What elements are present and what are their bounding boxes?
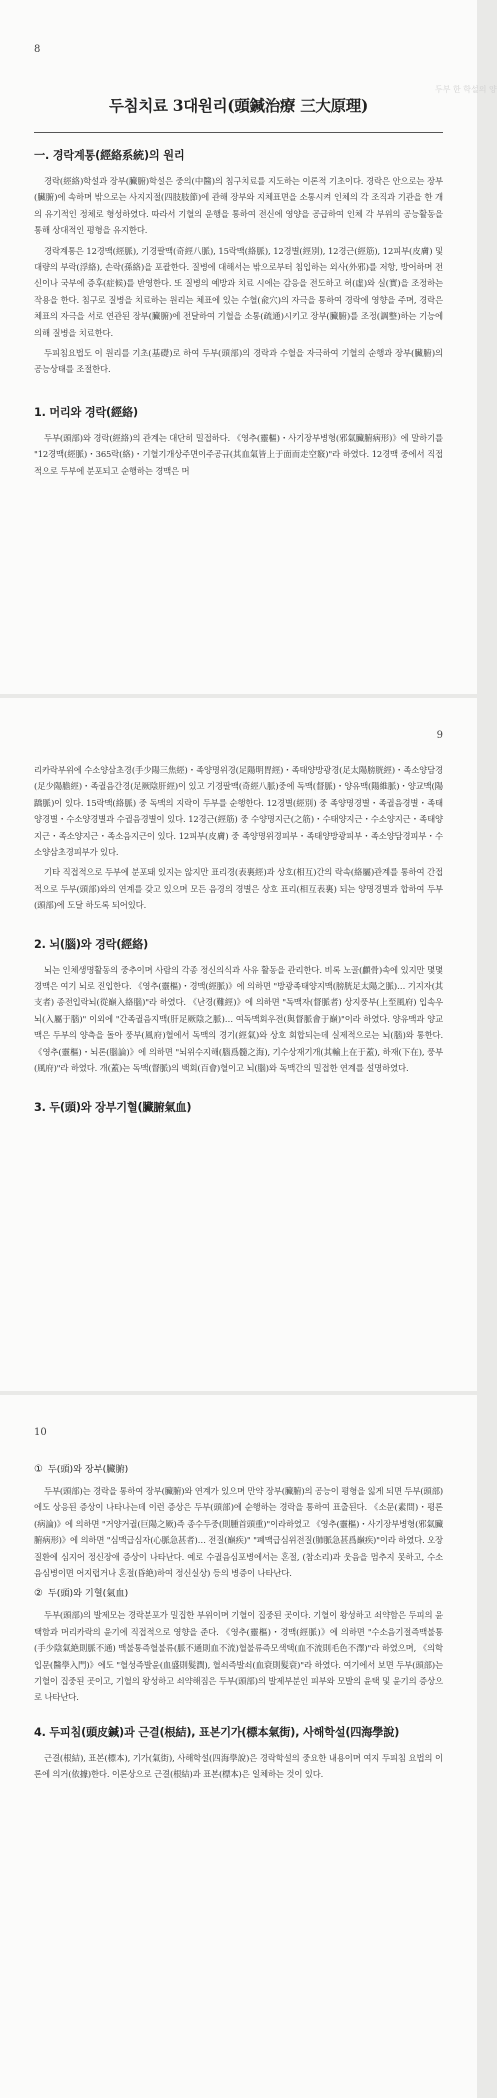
paragraph: 두부(頭部)의 발제모는 경락분포가 밀집한 부위이며 기혈이 집중된 곳이다. 기혈이 왕성하고 쇠약함은 두피의 윤택함과 머리카락의 윤기에 직접적으로 영향을 준다. 《영추(靈樞)・경맥(經脈)》에 의하면 "수소음기절즉맥불통(手少陰氣絶則脈不通) 맥불통즉혈불류(脈不通則血不流)혈불류즉모색택(血不流則毛色不澤)"라 하였으며, 《의학입문(醫學入門)》에도 "혈성즉발윤(血盛則髮潤), 혈쇠즉발쇠(血衰則髮衰)"라 하였다. 여기에서 보면 두부(頭部)는 기혈이 집중된 곳이고, 기혈의 왕성하고 쇠약해짐은 두부(頭部)의 발제부분인 피부와 모발의 윤택 및 윤기의 증상으로 나타난다. <box>34 1610 443 1703</box>
circled-number: ① <box>34 1464 43 1475</box>
circled-number: ② <box>34 1588 43 1600</box>
subsection-heading <box>34 1461 443 1475</box>
page-8 <box>0 0 497 694</box>
paragraph: 두부(頭部)는 경락을 통하여 장부(臟腑)와 연계가 있으며 만약 장부(臟腑)의 공능이 평형을 잃게 되면 두부(頭部)에도 상응된 증상이 나타나는데 이런 증상은 두부(頭部)에 순행하는 경락을 통하여 표출된다. 《소문(素問)・평론(病論)》에 의하면 "거양거궐(巨陽之厥)즉 종수두중(則腫首頭重)"이라하였고 《영추(靈樞)・사기장부병형(邪氣臟腑病形)》에 의하면 "심맥급심자(心脈急甚者)… 전질(巔疾)" "폐맥급심위전질(肺脈急甚爲巔疾)"이라 하였다. 오장질환에 심지어 정신장애 증상이 나타난다. 예로 수궐음심포병에서는 혼절, (참소리)과 웃음을 멈추지 못하고, 수소음심병이면 어지럽거나 혼절(昏絶)하여 정신실상) 등의 병증이 나타난다. <box>34 1486 443 1579</box>
page-number: 9 <box>436 730 443 741</box>
section-heading: 一. 경락계통(經絡系統)의 원리 <box>34 149 185 162</box>
page-number: 8 <box>34 44 41 55</box>
bleed-through-text: 두부 한 학설의 양 <box>435 85 497 94</box>
title-divider <box>34 132 443 133</box>
section-heading: 2. 뇌(腦)와 경락(經絡) <box>34 937 149 951</box>
section-heading: 4. 두피침(頭皮鍼)과 근결(根結), 표본기가(標本氣街), 사해학설(四海學說) <box>34 1725 400 1739</box>
subsection-heading <box>34 1585 443 1599</box>
paragraph: 경락(經絡)학설과 장부(臟腑)학설은 중의(中醫)의 침구치료를 지도하는 이론적 기초이다. 경락은 안으로는 장부(臟腑)에 속하며 밖으로는 사지지절(四肢肢節)에 관해 장부와 지체표면을 소통시켜 인체의 각 조직과 기관을 한 개의 유기적인 정체로 형성하였다. 따라서 기혈의 운행을 통하여 전신에 영양을 공급하여 인체 각 부위의 공능활동을 통해 상대적인 평형을 유지한다. <box>34 176 443 236</box>
paragraph: 기타 직접적으로 두부에 분포돼 있지는 않지만 표리경(表裏經)과 상호(相互)간의 락속(絡屬)관계를 통하여 간접적으로 두부(頭部)와의 연계를 갖고 있으며 모든 음경의 경별은 상호 표리(相互表裏) 되는 양명경별과 합하여 두부(頭部)에 도달 하도록 되어있다. <box>34 867 443 911</box>
section-heading: 3. 두(頭)와 장부기혈(臟腑氣血) <box>34 1100 192 1114</box>
paragraph: 두피침요법도 이 원리를 기초(基礎)로 하여 두부(頭部)의 경락과 수혈을 자극하여 기혈의 순행과 장부(臟腑)의 공능상태를 조절한다. <box>34 348 443 375</box>
page-9 <box>0 698 477 1391</box>
section-heading: 1. 머리와 경락(經絡) <box>34 405 138 419</box>
paragraph: 두부(頭部)와 경락(經絡)의 관계는 대단히 밀접하다. 《영추(靈樞)・사기장부병형(邪氣臟腑病形)》에 말하기를 "12경맥(經脈)・365락(絡)・기혈기개상주면이주공규(其血氣皆上于面而走空竅)"라 하였다. 12경맥 중에서 직접적으로 두부에 분포되고 순행하는 경맥은 머 <box>34 432 443 476</box>
subsection-label: 두(頭)와 장부(臟腑) <box>47 1464 129 1475</box>
page-title: 두침치료 3대원리(頭鍼治療 三大原理) <box>108 96 369 115</box>
paragraph: 경락계통은 12경맥(經脈), 기경팔맥(奇經八脈), 15락맥(絡脈), 12경별(經別), 12경근(經筋), 12피부(皮膚) 및 대량의 부락(浮絡), 손락(孫絡)을 포괄한다. 질병에 대해서는 밖으로부터 침입하는 외사(外邪)를 저항, 방어하며 전신이나 국부에 증후(症候)를 반영한다. 또 질병의 예방과 치료 시에는 감응을 전도하고 허(虛)와 실(實)을 조정하는 작용을 한다. 침구로 질병을 치료하는 원리는 체표에 있는 수혈(兪穴)의 자극을 통하여 경락에 영향을 주며, 경락은 체표의 자극을 서로 연관된 장부(臟腑)에 전달하여 기혈을 소통(疏通)시키고 장부(臟腑)를 조정(調整)하는 기능에 의해 질병을 치료한다. <box>34 245 443 338</box>
page-number: 10 <box>34 1427 47 1438</box>
page-10 <box>0 1395 477 2098</box>
paragraph: 근결(根結), 표본(標本), 기가(氣街), 사해학설(四海學說)은 경락학설의 중요한 내용이며 여지 두피침 요법의 이론에 의거(依據)한다. 이론상으로 근결(根結)과 표본(標本)은 일체하는 것이 있다. <box>34 1752 443 1780</box>
paragraph: 뇌는 인체생명활동의 중추이며 사람의 각종 정신의식과 사유 활동을 관리한다. 비록 노골(顱骨)속에 있지만 몇몇 경맥은 여기 뇌로 진입한다. 《영추(靈樞)・경맥(經脈)》에 의하면 "방광족태양지맥(膀胱足太陽之脈)… 기지자(其支者) 종전입락뇌(從巔入絡腦)"라 하였다. 《난경(難經)》에 의하면 "독맥자(督脈者) 상지풍부(上至風府) 입속우뇌(入屬于腦)" 이외에 "간족궐음지맥(肝足厥陰之脈)… 여독맥회우전(與督脈會于巔)"이라 하였다. 양유맥과 양교맥은 두부의 양측을 돌아 풍부(風府)혈에서 독맥의 경기(經氣)와 상호 회합되는데 실제적으로는 뇌(腦)와 통한다. 《영추(靈樞)・뇌론(腦論)》에 의하면 "뇌위수지해(腦爲髓之海), 기수상재기개(其輸上在于蓋), 하재(下在), 풍부(風府)"라 하였다. 개(蓋)는 독맥(督脈)의 백회(百會)혈이고 뇌(腦)와 독맥간의 밀접한 연계를 설명하였다. <box>34 964 443 1074</box>
subsection-label: 두(頭)와 기혈(氣血) <box>47 1588 129 1600</box>
paragraph: 리카락부위에 수소양삼초경(手少陽三焦經)・족양명위경(足陽明胃經)・족태양방광경(足太陽膀胱經)・족소양담경(足少陽膽經)・족궐음간경(足厥陰肝經)이 있고 기경팔맥(奇經八脈)중에 독맥(督脈)・양유맥(陽維脈)・양교맥(陽蹻脈)이 있다. 15락맥(絡脈) 중 독맥의 지락이 두부를 순행한다. 12경별(經別) 중 족양명경별・족궐음경별・족태양경별・수소양경별과 수궐음경별이 있다. 12경근(經筋) 중 수양명지근(之筋)・수태양지근・수소양지근・족태양지근・족소양지근・족소음지근이 있다. 12피부(皮膚) 중 족양명위경피부・족태양방광피부・족소양담경피부・수소양삼초경피부가 있다. <box>34 765 443 858</box>
